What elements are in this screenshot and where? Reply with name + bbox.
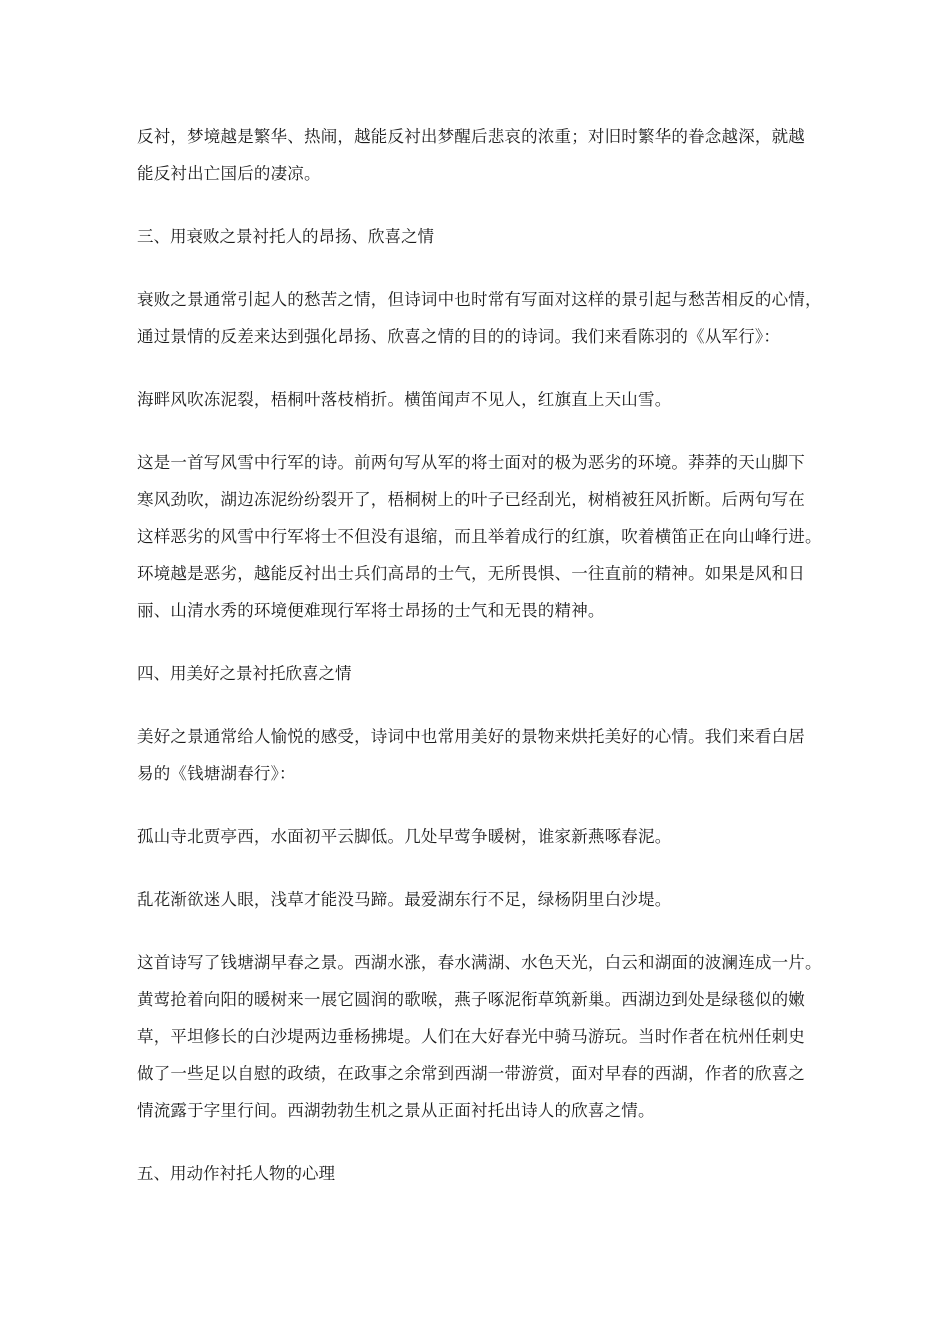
text-line: 这首诗写了钱塘湖早春之景。西湖水涨，春水满湖、水色天光，白云和湖面的波澜连成一片。 <box>137 953 822 972</box>
text-line: 通过景情的反差来达到强化昂扬、欣喜之情的目的的诗词。我们来看陈羽的《从军行》： <box>137 327 781 346</box>
text-line: 环境越是恶劣，越能反衬出士兵们高昂的士气，无所畏惧、一往直前的精神。如果是风和日 <box>137 564 805 583</box>
document-body <box>137 118 822 1218</box>
poem-qiantanghu-line-1 <box>137 818 817 855</box>
heading-text: 五、用动作衬托人物的心理 <box>137 1164 335 1183</box>
text-line: 寒风劲吹，湖边冻泥纷纷裂开了，梧桐树上的叶子已经刮光，树梢被狂风折断。后两句写在 <box>137 490 805 509</box>
text-line: 反衬，梦境越是繁华、热闹，越能反衬出梦醒后悲哀的浓重；对旧时繁华的眷念越深，就越 <box>137 127 805 146</box>
heading-text: 三、用衰败之景衬托人的昂扬、欣喜之情 <box>137 227 434 246</box>
text-line: 做了一些足以自慰的政绩，在政事之余常到西湖一带游赏，面对早春的西湖，作者的欣喜之 <box>137 1064 805 1083</box>
text-line: 衰败之景通常引起人的愁苦之情，但诗词中也时常有写面对这样的景引起与愁苦相反的心情， <box>137 290 822 309</box>
paragraph-poem-analysis-2 <box>137 944 822 1129</box>
paragraph-dream-contrast <box>137 118 817 192</box>
text-line: 这样恶劣的风雪中行军将士不但没有退缩，而且举着成行的红旗，吹着横笛正在向山峰行进。 <box>137 527 822 546</box>
text-line: 易的《钱塘湖春行》： <box>137 764 296 783</box>
text-line: 丽、山清水秀的环境便难现行军将士昂扬的士气和无畏的精神。 <box>137 601 605 620</box>
text-line: 美好之景通常给人愉悦的感受，诗词中也常用美好的景物来烘托美好的心情。我们来看白居 <box>137 727 805 746</box>
poem-line: 海畔风吹冻泥裂，梧桐叶落枝梢折。横笛闻声不见人，红旗直上天山雪。 <box>137 390 672 409</box>
poem-qiantanghu-line-2 <box>137 881 817 918</box>
section-heading-4 <box>137 655 817 692</box>
section-heading-5 <box>137 1155 817 1192</box>
paragraph-decline-scene <box>137 281 822 355</box>
text-line: 黄莺抢着向阳的暖树来一展它圆润的歌喉，燕子啄泥衔草筑新巢。西湖边到处是绿毯似的嫩 <box>137 990 805 1009</box>
poem-line: 乱花渐欲迷人眼，浅草才能没马蹄。最爱湖东行不足，绿杨阴里白沙堤。 <box>137 890 672 909</box>
poem-line: 孤山寺北贾亭西，水面初平云脚低。几处早莺争暖树，谁家新燕啄春泥。 <box>137 827 672 846</box>
text-line: 情流露于字里行间。西湖勃勃生机之景从正面衬托出诗人的欣喜之情。 <box>137 1101 655 1120</box>
paragraph-poem-analysis-1 <box>137 444 822 629</box>
paragraph-beautiful-scene <box>137 718 817 792</box>
text-line: 草，平坦修长的白沙堤两边垂杨拂堤。人们在大好春光中骑马游玩。当时作者在杭州任刺史 <box>137 1027 805 1046</box>
poem-congjunxing <box>137 381 817 418</box>
text-line: 这是一首写风雪中行军的诗。前两句写从军的将士面对的极为恶劣的环境。莽莽的天山脚下 <box>137 453 805 472</box>
section-heading-3 <box>137 218 817 255</box>
text-line: 能反衬出亡国后的凄凉。 <box>137 164 321 183</box>
heading-text: 四、用美好之景衬托欣喜之情 <box>137 664 352 683</box>
